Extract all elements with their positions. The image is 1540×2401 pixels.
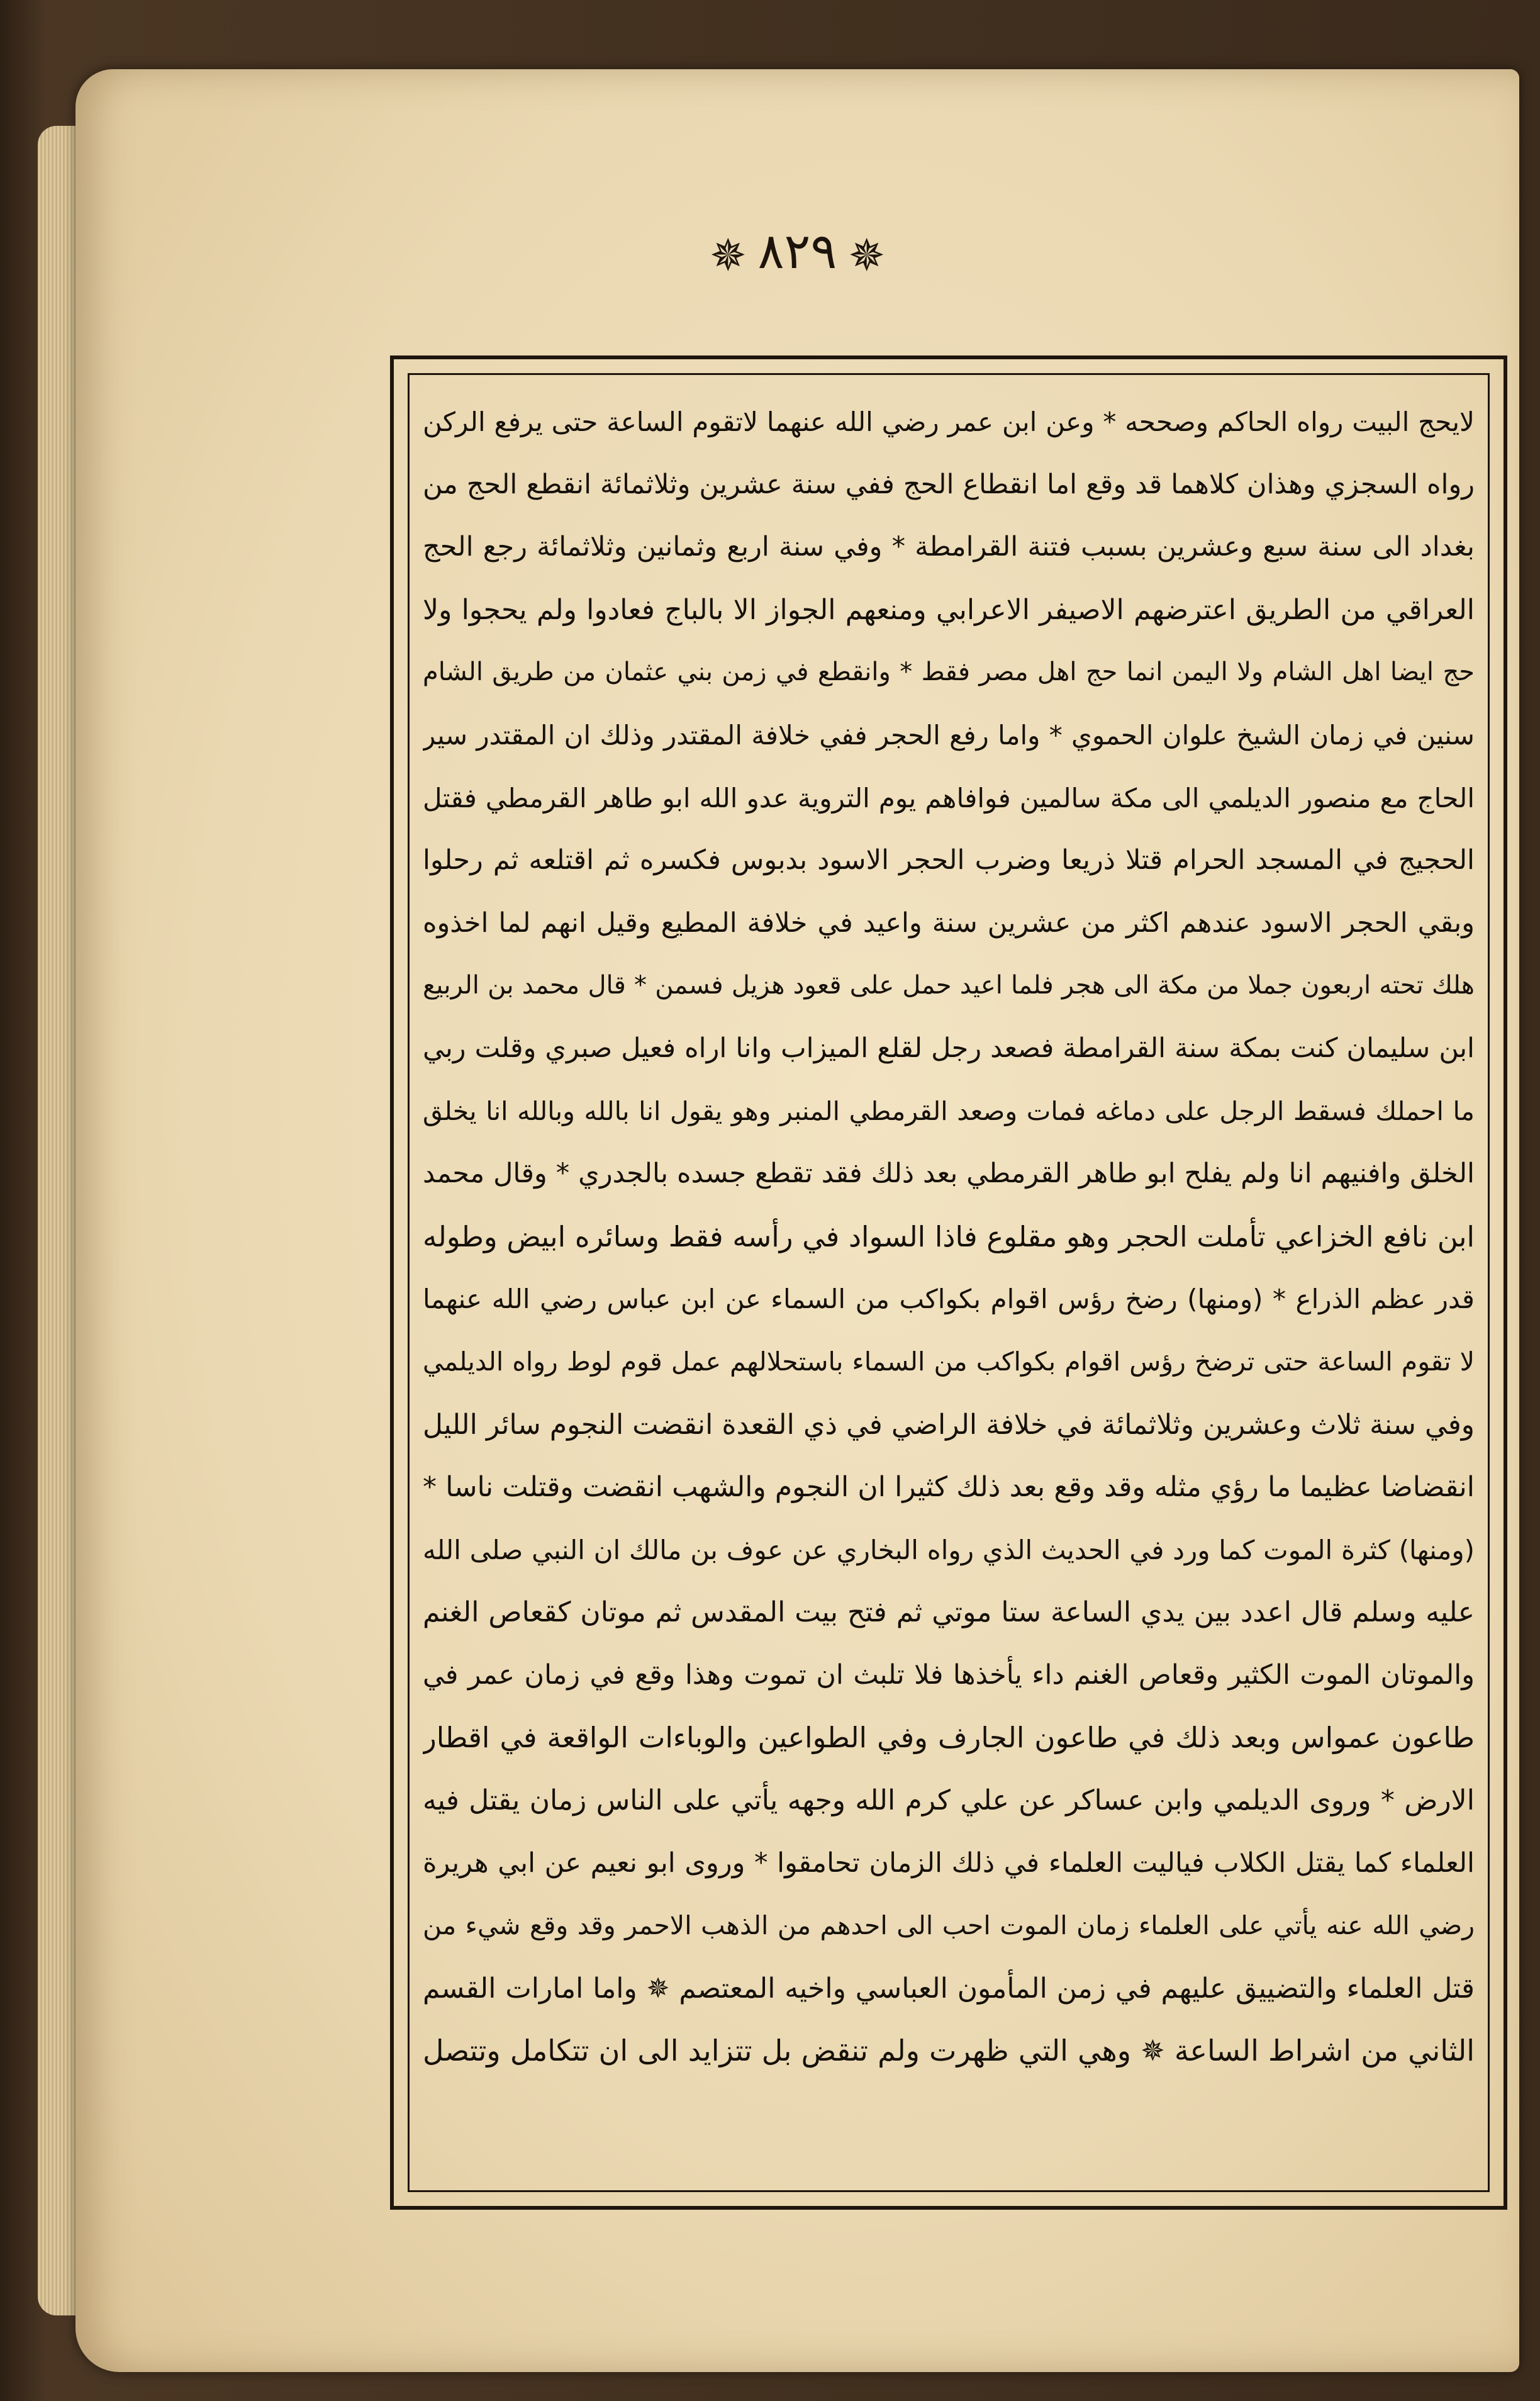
text-line: الحجيج في المسجد الحرام قتلا ذريعا وضرب الحجر الاسود بدبوس فكسره ثم اقتلعه ثم رحلوا — [423, 844, 1475, 876]
page-number: ٨٢٩ — [757, 223, 837, 280]
text-line: قتل العلماء والتضييق عليهم في زمن المأمون العباسي واخيه المعتصم ✵ واما امارات القسم — [423, 1972, 1475, 2005]
header-ornament-left: ✵ — [848, 229, 885, 281]
text-line: هلك تحته اربعون جملا من مكة الى هجر فلما اعيد حمل على قعود هزيل فسمن * قال محمد بن الربيع — [423, 971, 1475, 1000]
text-line: الحاج مع منصور الديلمي الى مكة سالمين فوافاهم يوم التروية عدو الله ابو طاهر القرمطي فقتل — [423, 782, 1475, 814]
book-page — [75, 69, 1519, 2372]
text-line: عليه وسلم قال اعدد بين يدي الساعة ستا موتي ثم فتح بيت المقدس ثم موتان كقعاص الغنم — [423, 1596, 1475, 1629]
text-frame — [390, 355, 1507, 2210]
text-line: وفي سنة ثلاث وعشرين وثلاثمائة في خلافة الراضي في ذي القعدة انقضت النجوم سائر الليل — [423, 1408, 1475, 1441]
text-line: انقضاضا عظيما ما رؤي مثله وقد وقع بعد ذلك كثيرا ان النجوم والشهب انقضت وقتلت ناسا * — [423, 1471, 1475, 1504]
text-line: ابن سليمان كنت بمكة سنة القرامطة فصعد رجل لقلع الميزاب وانا اراه فعيل صبري وقلت ربي — [423, 1032, 1475, 1064]
text-line: حج ايضا اهل الشام ولا اليمن انما حج اهل مصر فقط * وانقطع في زمن بني عثمان من طريق الشام — [423, 658, 1475, 687]
text-line: (ومنها) كثرة الموت كما ورد في الحديث الذي رواه البخاري عن عوف بن مالك ان النبي صلى الله — [423, 1534, 1475, 1565]
header-ornament-right: ✵ — [710, 229, 747, 281]
text-line: طاعون عمواس وبعد ذلك في طاعون الجارف وفي الطواعين والوباءات الواقعة في اقطار — [423, 1721, 1475, 1755]
text-line: الثاني من اشراط الساعة ✵ وهي التي ظهرت ولم تنقض بل تتزايد الى ان تتكامل وتتصل — [423, 2034, 1475, 2068]
text-line: قدر عظم الذراع * (ومنها) رضخ رؤس اقوام بكواكب من السماء عن ابن عباس رضي الله عنهما — [423, 1284, 1475, 1315]
text-line: الخلق وافنيهم انا ولم يفلح ابو طاهر القرمطي بعد ذلك فقد تقطع جسده بالجدري * وقال محمد — [423, 1158, 1475, 1190]
text-line: ما احملك فسقط الرجل على دماغه فمات وصعد القرمطي المنبر وهو يقول انا بالله وبالله انا يخلق — [423, 1095, 1475, 1126]
text-line: وبقي الحجر الاسود عندهم اكثر من عشرين سنة واعيد في خلافة المطيع وقيل انهم لما اخذوه — [423, 907, 1475, 939]
body-text — [423, 391, 1475, 2181]
text-line: لايحج البيت رواه الحاكم وصححه * وعن ابن عمر رضي الله عنهما لاتقوم الساعة حتى يرفع الركن — [423, 406, 1475, 437]
text-line: سنين في زمان الشيخ علوان الحموي * واما رفع الحجر ففي خلافة المقتدر وذلك ان المقتدر سير — [423, 719, 1475, 751]
text-line: رواه السجزي وهذان كلاهما قد وقع اما انقطاع الحج ففي سنة عشرين وثلاثمائة انقطع الحج من — [423, 468, 1475, 500]
text-line: العراقي من الطريق اعترضهم الاصيفر الاعرابي ومنعهم الجواز الا بالباج فعادوا ولم يحجوا ولا — [423, 593, 1475, 626]
text-line: الارض * وروى الديلمي وابن عساكر عن علي كرم الله وجهه يأتي على الناس زمان يقتل فيه — [423, 1784, 1475, 1817]
text-line: بغداد الى سنة سبع وعشرين بسبب فتنة القرامطة * وفي سنة اربع وثمانين وثلاثمائة رجع الحج — [423, 531, 1475, 563]
text-line: رضي الله عنه يأتي على العلماء زمان الموت احب الى احدهم من الذهب الاحمر وقد وقع شيء من — [423, 1910, 1475, 1941]
text-line: والموتان الموت الكثير وقعاص الغنم داء يأخذها فلا تلبث ان تموت وهذا وقع في زمان عمر في — [423, 1659, 1475, 1691]
text-line: ابن نافع الخزاعي تأملت الحجر وهو مقلوع فاذا السواد في رأسه فقط وسائره ابيض وطوله — [423, 1219, 1475, 1253]
page-header — [75, 223, 1519, 281]
text-line: لا تقوم الساعة حتى ترضخ رؤس اقوام بكواكب من السماء باستحلالهم عمل قوم لوط رواه الديلمي — [423, 1346, 1475, 1377]
text-line: العلماء كما يقتل الكلاب فياليت العلماء في ذلك الزمان تحامقوا * وروى ابو نعيم عن ابي هريرة — [423, 1847, 1475, 1879]
